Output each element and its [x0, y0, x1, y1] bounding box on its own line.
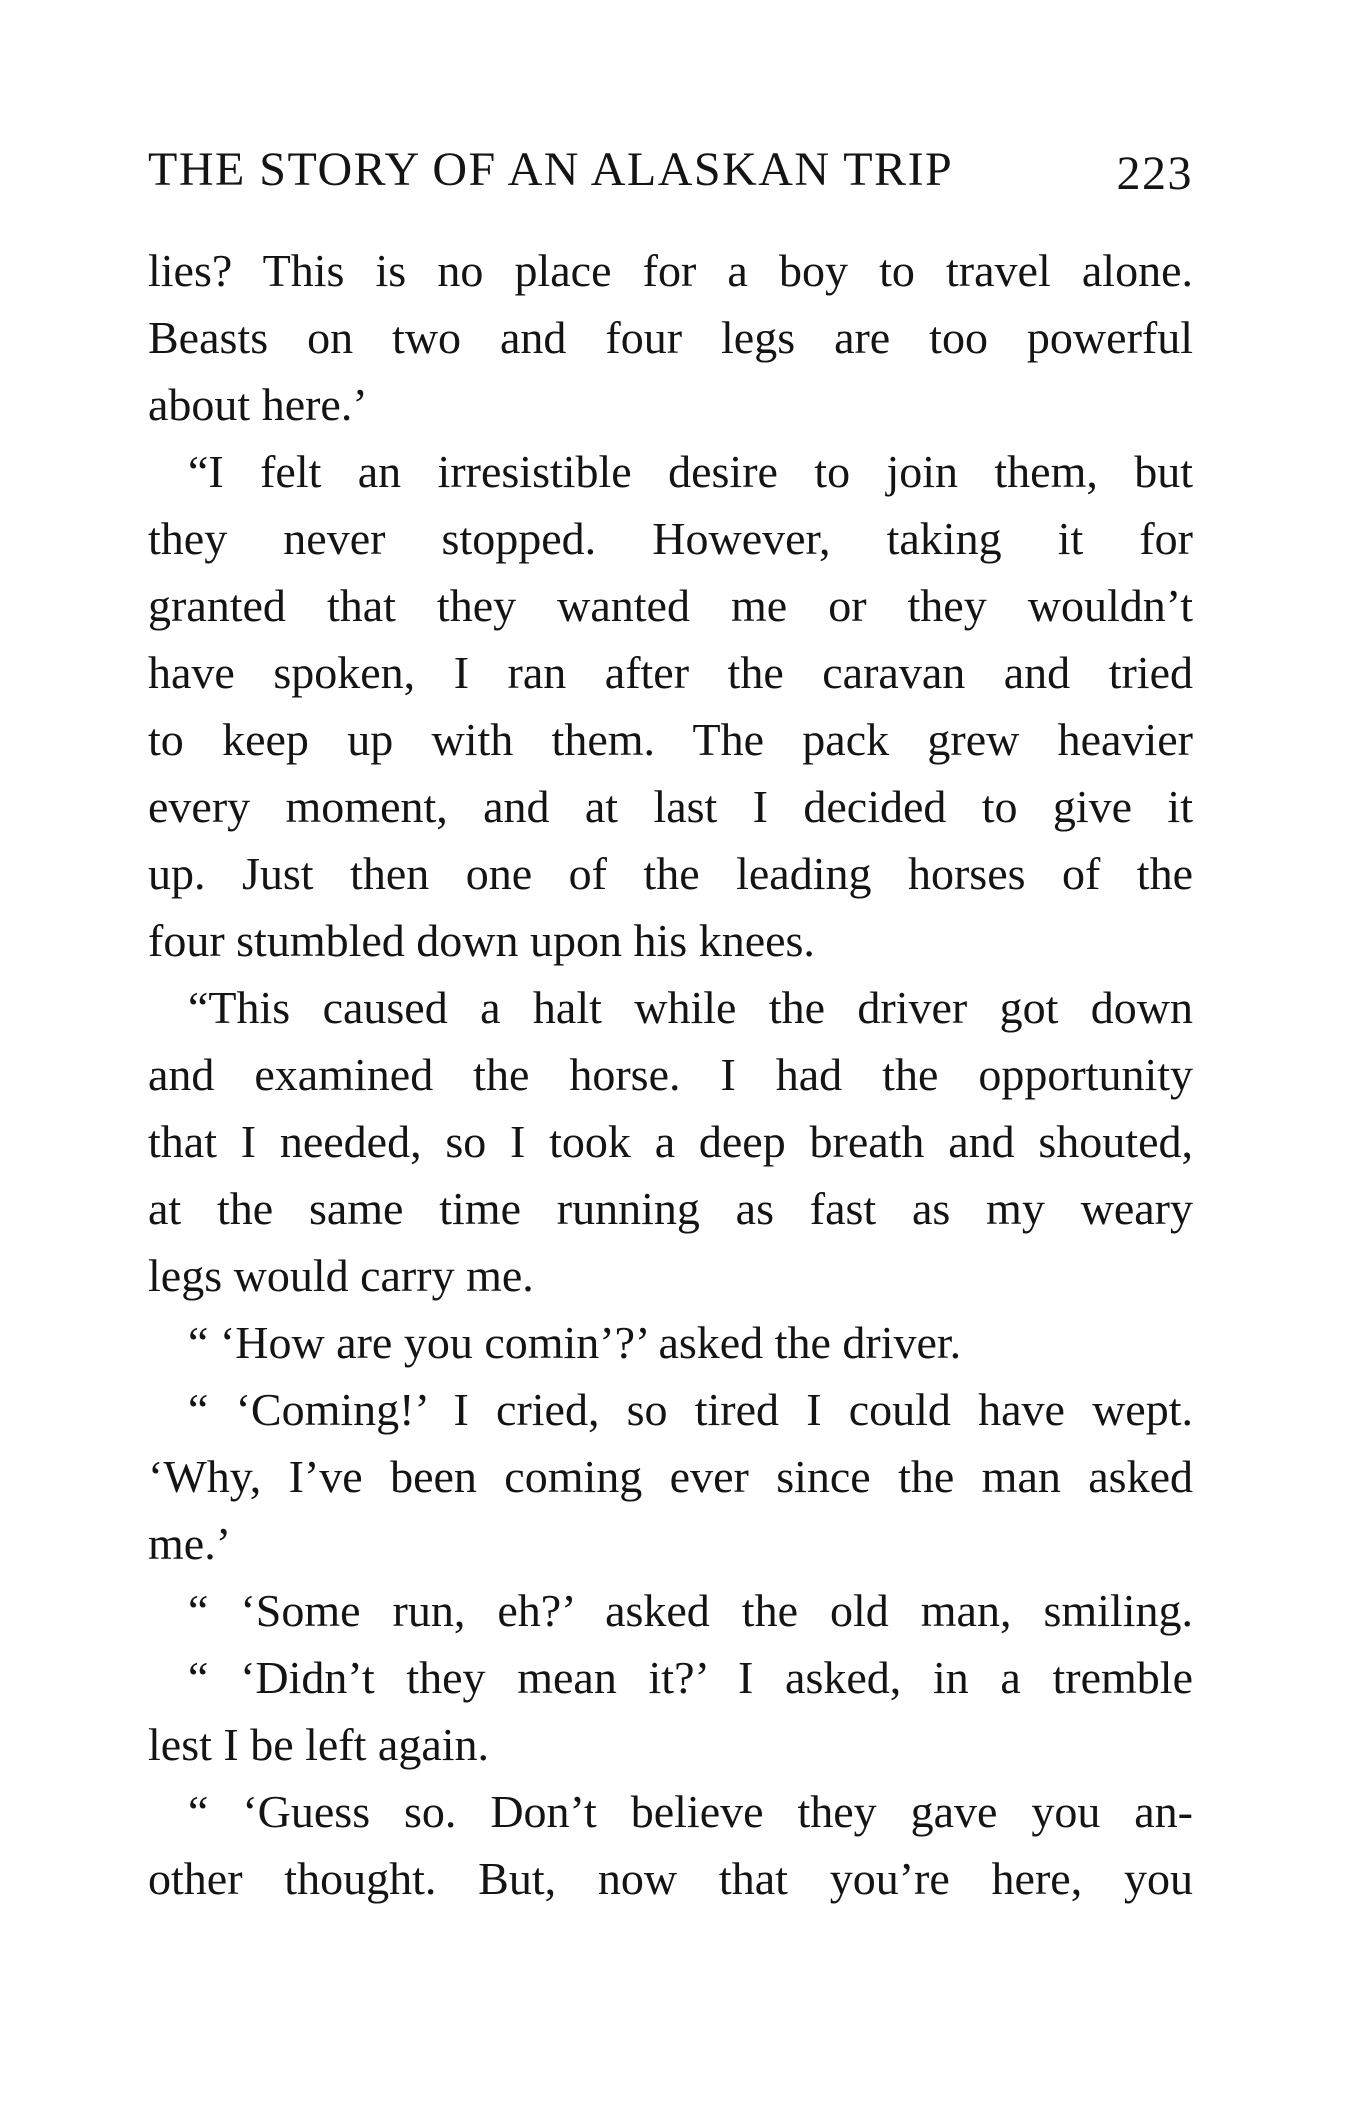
- text-line: at the same time running as fast as my weary: [148, 1183, 1193, 1234]
- body-text: [148, 237, 1193, 1912]
- text-line: “ ‘Some run, eh?’ asked the old man, smiling.: [188, 1585, 1193, 1636]
- text-line: granted that they wanted me or they wouldn’t: [148, 580, 1193, 631]
- text-line: “I felt an irresistible desire to join them, but: [188, 446, 1193, 497]
- text-line: legs would carry me.: [148, 1250, 534, 1301]
- text-line: to keep up with them. The pack grew heavier: [148, 714, 1193, 765]
- running-head-title: THE STORY OF AN ALASKAN TRIP: [148, 143, 954, 196]
- text-line: “ ‘Coming!’ I cried, so tired I could have wept.: [188, 1384, 1193, 1435]
- text-line: me.’: [148, 1518, 232, 1569]
- running-head: [148, 140, 1193, 200]
- text-line: they never stopped. However, taking it for: [148, 513, 1193, 564]
- text-line: up. Just then one of the leading horses of the: [148, 848, 1193, 899]
- text-line: “ ‘How are you comin’?’ asked the driver.: [188, 1317, 962, 1368]
- text-line: four stumbled down upon his knees.: [148, 915, 815, 966]
- text-line: Beasts on two and four legs are too powerful: [148, 312, 1193, 363]
- text-line: have spoken, I ran after the caravan and tried: [148, 647, 1193, 698]
- text-line: every moment, and at last I decided to give it: [148, 781, 1193, 832]
- text-line: “ ‘Guess so. Don’t believe they gave you an-: [188, 1786, 1193, 1837]
- text-line: lest I be left again.: [148, 1719, 490, 1770]
- page-number: 223: [1116, 147, 1193, 200]
- text-line: “ ‘Didn’t they mean it?’ I asked, in a tremble: [188, 1652, 1193, 1703]
- text-line: that I needed, so I took a deep breath and shouted,: [148, 1116, 1193, 1167]
- text-line: lies? This is no place for a boy to travel alone.: [148, 245, 1193, 296]
- text-line: other thought. But, now that you’re here, you: [148, 1853, 1193, 1904]
- text-line: and examined the horse. I had the opportunity: [148, 1049, 1193, 1100]
- text-line: about here.’: [148, 379, 368, 430]
- text-line: “This caused a halt while the driver got down: [188, 982, 1193, 1033]
- text-line: ‘Why, I’ve been coming ever since the man asked: [148, 1451, 1193, 1502]
